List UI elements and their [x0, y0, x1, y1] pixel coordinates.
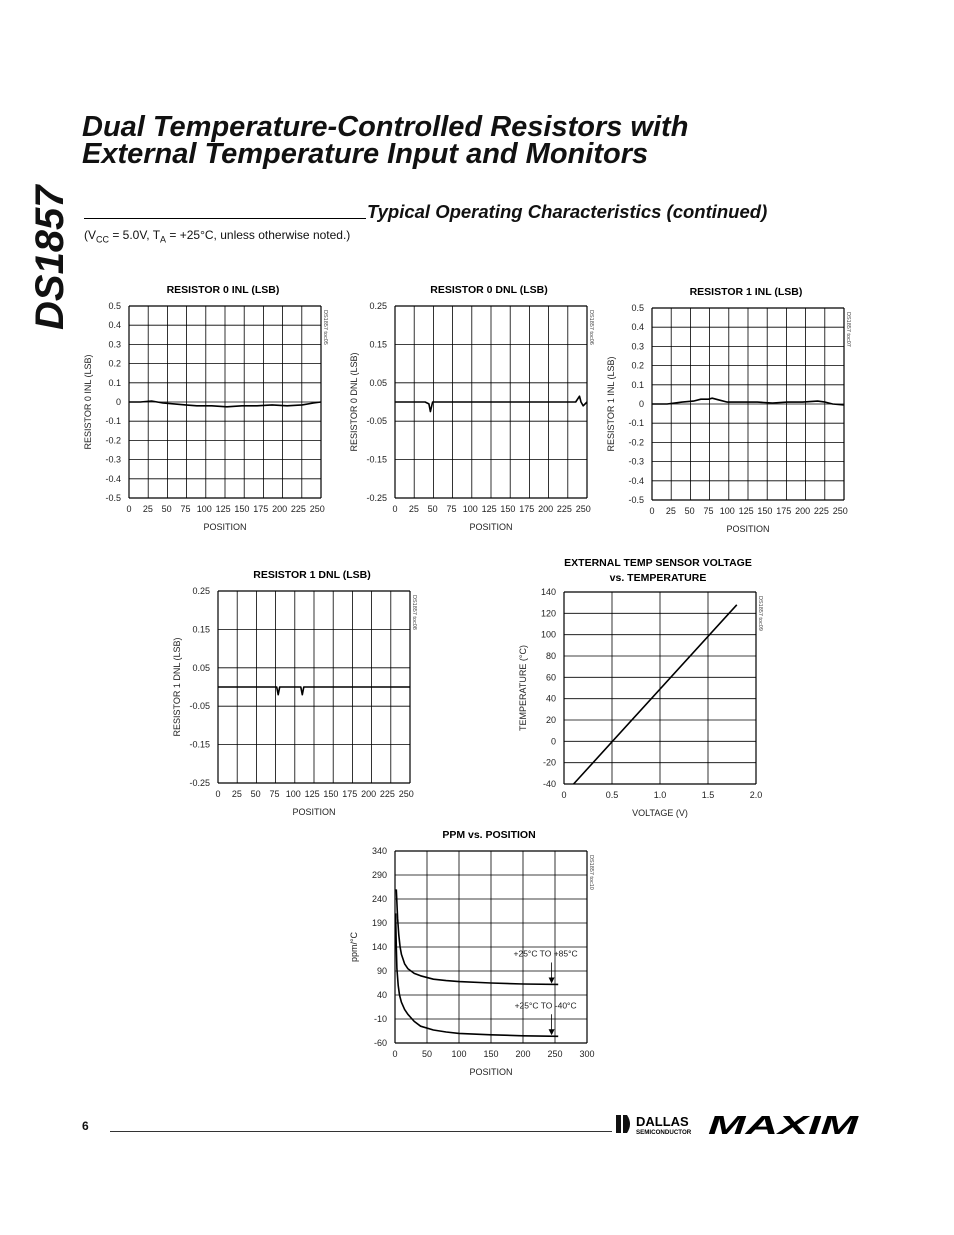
x-tick-label: 200	[515, 1049, 531, 1059]
x-tick-label: 0	[392, 1049, 398, 1059]
y-tick-label: 0.5	[631, 303, 644, 313]
x-tick-label: 100	[285, 789, 301, 799]
y-tick-label: 40	[376, 990, 387, 1000]
x-tick-label: 250	[832, 506, 848, 516]
y-tick-label: -0.25	[366, 493, 387, 503]
y-tick-label: 0.3	[108, 339, 121, 350]
x-tick-label: 1.5	[701, 790, 715, 800]
x-tick-label: 175	[253, 504, 269, 514]
y-tick-label: -0.15	[189, 739, 210, 750]
x-tick-label: 100	[451, 1049, 467, 1059]
page-number: 6	[82, 1119, 89, 1133]
y-tick-label: 290	[371, 870, 387, 880]
x-axis-label: VOLTAGE (V)	[632, 808, 688, 818]
y-tick-label: 80	[545, 651, 556, 661]
y-tick-label: 90	[376, 966, 387, 976]
series-line	[396, 889, 558, 984]
y-tick-label: 0.15	[192, 624, 210, 635]
y-tick-label: -0.15	[366, 454, 387, 465]
x-tick-label: 150	[483, 1049, 499, 1059]
figure-code: DS1857 toc06	[588, 310, 594, 345]
y-tick-label: -0.2	[628, 437, 644, 448]
y-axis-label: ppm/°C	[349, 931, 359, 963]
chart-subtitle: vs. TEMPERATURE	[609, 572, 707, 584]
x-axis-label: POSITION	[292, 807, 336, 817]
x-tick-label: 225	[556, 504, 572, 514]
x-tick-label: 75	[703, 506, 714, 516]
series-label: +25°C TO +85°C	[513, 948, 578, 959]
x-tick-label: 200	[795, 506, 811, 516]
x-tick-label: 50	[427, 504, 438, 514]
y-tick-label: 40	[545, 693, 556, 704]
section-title: Typical Operating Characteristics (continued)	[367, 201, 768, 222]
x-axis-label: POSITION	[203, 522, 247, 532]
y-tick-label: 120	[540, 608, 556, 619]
chart-title: RESISTOR 1 DNL (LSB)	[253, 569, 371, 581]
series-label-arrowhead	[549, 1029, 555, 1035]
y-tick-label: -0.25	[189, 778, 210, 788]
y-tick-label: -0.2	[105, 435, 121, 446]
y-tick-label: -0.3	[628, 456, 644, 467]
cond-post: = +25°C, unless otherwise noted.)	[166, 228, 351, 242]
y-tick-label: 0.1	[631, 379, 644, 390]
x-tick-label: 50	[250, 789, 261, 799]
series-label-arrowhead	[549, 977, 555, 983]
x-tick-label: 225	[379, 789, 395, 799]
x-tick-label: 150	[757, 506, 773, 516]
y-tick-label: -0.05	[366, 416, 387, 427]
x-tick-label: 25	[231, 789, 242, 799]
y-tick-label: 0.4	[108, 320, 121, 331]
x-tick-label: 25	[142, 504, 153, 514]
x-tick-label: 175	[776, 506, 792, 516]
y-tick-label: -10	[373, 1014, 387, 1024]
y-axis-label: RESISTOR 1 INL (LSB)	[606, 356, 616, 452]
y-tick-label: -0.3	[105, 454, 121, 465]
chart-toc05	[83, 284, 328, 532]
x-tick-label: 75	[180, 504, 191, 514]
x-tick-label: 0	[126, 504, 132, 514]
dallas-logo-icon	[616, 1115, 630, 1133]
y-tick-label: -0.05	[189, 701, 210, 712]
y-tick-label: 0.15	[369, 339, 387, 350]
x-tick-label: 125	[304, 789, 320, 799]
chart-title: PPM vs. POSITION	[442, 829, 536, 841]
y-tick-label: 60	[545, 672, 556, 683]
x-tick-label: 25	[408, 504, 419, 514]
x-axis-label: POSITION	[469, 522, 513, 532]
y-tick-label: 100	[540, 629, 556, 640]
y-tick-label: -0.1	[628, 418, 644, 429]
y-axis-label: RESISTOR 0 DNL (LSB)	[349, 352, 359, 452]
y-axis-label: RESISTOR 1 DNL (LSB)	[172, 637, 182, 737]
maxim-logo: MAXIM	[708, 1112, 861, 1138]
x-tick-label: 2.0	[749, 790, 763, 800]
part-number-side-label: DS1857	[28, 185, 72, 330]
y-tick-label: 0	[550, 736, 556, 747]
y-tick-label: -0.4	[105, 473, 121, 484]
figure-code: DS1857 toc10	[588, 855, 594, 890]
x-tick-label: 225	[290, 504, 306, 514]
figure-code: DS1857 toc08	[411, 595, 417, 630]
y-tick-label: 0.05	[369, 377, 387, 388]
x-tick-label: 50	[161, 504, 172, 514]
x-tick-label: 75	[269, 789, 280, 799]
x-tick-label: 100	[462, 504, 478, 514]
x-axis-label: POSITION	[469, 1067, 513, 1077]
chart-toc09	[518, 557, 763, 818]
y-tick-label: 0.1	[108, 377, 121, 388]
x-tick-label: 250	[575, 504, 591, 514]
x-tick-label: 50	[421, 1049, 433, 1059]
chart-title: RESISTOR 1 INL (LSB)	[689, 286, 803, 298]
footer-rule	[110, 1131, 612, 1132]
title-line-1: Dual Temperature-Controlled Resistors with	[82, 111, 689, 143]
y-tick-label: 0.2	[631, 360, 644, 371]
cond-pre: (V	[84, 228, 96, 242]
y-tick-label: 0.3	[631, 341, 644, 352]
cond-sub-cc: CC	[96, 234, 109, 245]
x-tick-label: 100	[196, 504, 212, 514]
figure-code: DS1857 toc07	[845, 312, 851, 347]
cond-mid: = 5.0V, T	[109, 228, 161, 242]
chart-title: RESISTOR 0 DNL (LSB)	[430, 284, 548, 296]
chart-toc06	[349, 284, 594, 532]
chart-title: EXTERNAL TEMP SENSOR VOLTAGE	[564, 557, 752, 569]
x-tick-label: 75	[446, 504, 457, 514]
manufacturer-logos	[616, 1112, 862, 1138]
x-tick-label: 125	[481, 504, 497, 514]
y-tick-label: 0	[115, 397, 121, 407]
y-tick-label: 0.4	[631, 322, 644, 333]
y-tick-label: -60	[373, 1038, 387, 1048]
x-tick-label: 200	[272, 504, 288, 514]
y-tick-label: -0.5	[628, 495, 644, 505]
dallas-logo-text: DALLAS	[636, 1114, 689, 1129]
y-tick-label: 240	[371, 894, 387, 904]
x-tick-label: 250	[309, 504, 325, 514]
x-tick-label: 125	[215, 504, 231, 514]
y-tick-label: 140	[371, 942, 387, 952]
x-tick-label: 0	[392, 504, 398, 514]
x-tick-label: 300	[579, 1049, 595, 1059]
y-axis-label: RESISTOR 0 INL (LSB)	[83, 354, 93, 450]
chart-toc08	[172, 569, 417, 817]
x-tick-label: 250	[398, 789, 414, 799]
x-tick-label: 175	[519, 504, 535, 514]
y-tick-label: -20	[542, 757, 556, 768]
cond-sub-a: A	[160, 234, 167, 245]
x-tick-label: 100	[719, 506, 735, 516]
y-tick-label: -0.5	[105, 493, 121, 503]
y-tick-label: 0.5	[108, 301, 121, 311]
figure-code: DS1857 toc09	[757, 596, 763, 631]
title-line-2: External Temperature Input and Monitors	[82, 138, 649, 170]
y-tick-label: -40	[542, 779, 556, 789]
x-tick-label: 225	[813, 506, 829, 516]
x-tick-label: 175	[342, 789, 358, 799]
x-tick-label: 0.5	[605, 790, 619, 800]
x-tick-label: 125	[738, 506, 754, 516]
x-tick-label: 1.0	[653, 790, 667, 800]
series-line	[574, 605, 737, 784]
figure-code: DS1857 toc05	[322, 310, 328, 345]
x-tick-label: 150	[234, 504, 250, 514]
y-tick-label: 140	[540, 587, 556, 597]
x-tick-label: 0	[561, 790, 567, 800]
y-tick-label: 0.25	[192, 586, 210, 596]
x-tick-label: 0	[215, 789, 221, 799]
y-tick-label: 20	[545, 715, 556, 725]
chart-title: RESISTOR 0 INL (LSB)	[166, 284, 280, 296]
y-axis-label: TEMPERATURE (°C)	[518, 645, 528, 731]
x-tick-label: 150	[500, 504, 516, 514]
y-tick-label: 340	[371, 846, 387, 856]
series-label: +25°C TO -40°C	[514, 1000, 577, 1011]
dallas-logo-subtext: SEMICONDUCTOR	[636, 1129, 692, 1136]
x-tick-label: 50	[684, 506, 695, 516]
x-tick-label: 0	[649, 506, 655, 516]
y-tick-label: -0.1	[105, 416, 121, 427]
x-tick-label: 150	[323, 789, 339, 799]
chart-toc07	[606, 286, 851, 534]
chart-toc10	[349, 829, 595, 1077]
y-tick-label: 0.05	[192, 662, 210, 673]
x-tick-label: 250	[547, 1049, 563, 1059]
y-tick-label: 0	[638, 399, 644, 409]
y-tick-label: 190	[371, 918, 387, 928]
x-axis-label: POSITION	[726, 524, 770, 534]
x-tick-label: 25	[665, 506, 676, 516]
x-tick-label: 200	[361, 789, 377, 799]
y-tick-label: 0.2	[108, 358, 121, 369]
y-tick-label: 0.25	[369, 301, 387, 311]
x-tick-label: 200	[538, 504, 554, 514]
y-tick-label: -0.4	[628, 475, 644, 486]
